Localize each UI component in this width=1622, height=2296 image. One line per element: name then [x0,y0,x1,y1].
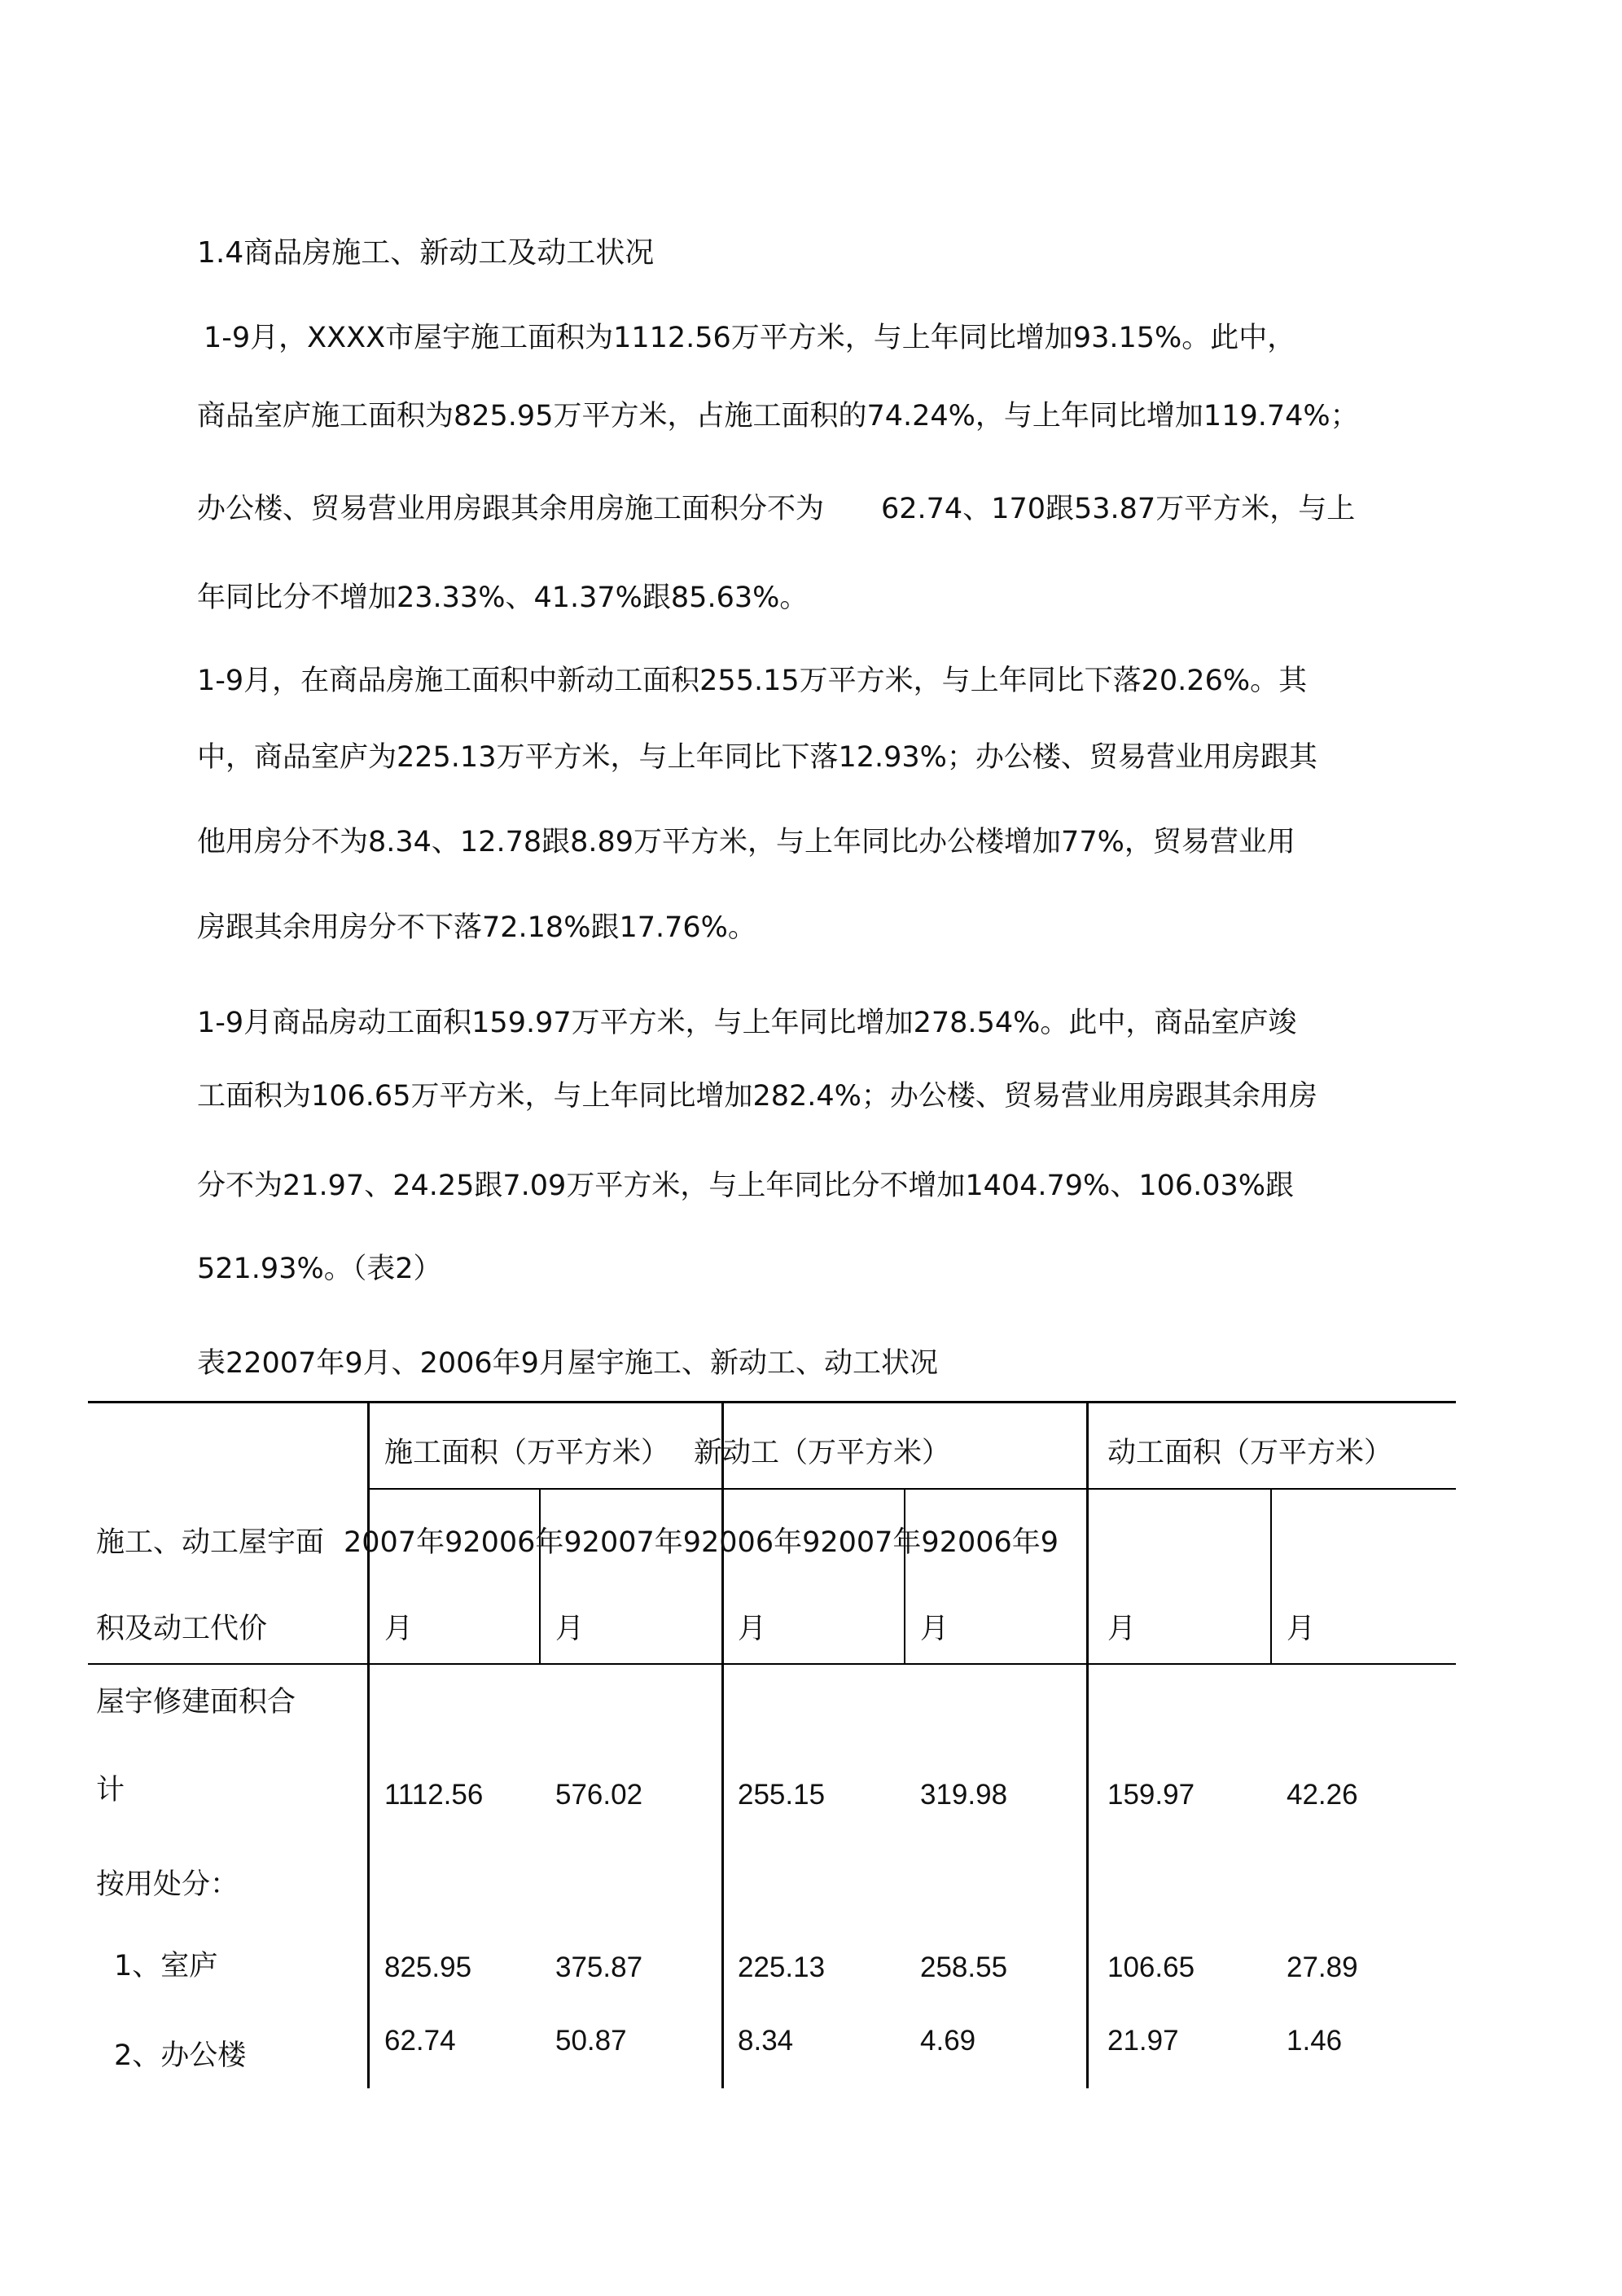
month-label: 月 [920,1613,949,1645]
table-cell: 258.55 [920,1951,1008,1983]
paragraph-1-line-2: 商品室庐施工面积为825.95万平方米，占施工面积的74.24%，与上年同比增加119.74%； [197,400,1359,432]
table-cell: 225.13 [738,1951,826,1983]
paragraph-3-line-1: 1-9月商品房动工面积159.97万平方米，与上年同比增加278.54%。此中，商品室庐竣 [197,1007,1297,1039]
table-cell: 319.98 [920,1779,1008,1811]
paragraph-3-line-3: 分不为21.97、24.25跟7.09万平方米，与上年同比分不增加1404.79%、106.03%跟 [197,1170,1295,1202]
table-cell: 42.26 [1287,1779,1358,1811]
month-label: 月 [384,1613,414,1645]
row-header-label-line-1: 施工、动工屋宇面 [96,1526,325,1559]
table-cell: 375.87 [555,1951,643,1983]
paragraph-2-line-3: 他用房分不为8.34、12.78跟8.89万平方米，与上年同比办公楼增加77%，贸易营业用 [197,826,1295,858]
paragraph-1-line-3: 办公楼、贸易营业用房跟其余用房施工面积分不为 62.74、170跟53.87万平方米，与上 [197,493,1356,525]
table-cell: 825.95 [384,1951,472,1983]
month-label: 月 [738,1613,767,1645]
table-cell: 50.87 [555,2025,627,2057]
table-cell: 576.02 [555,1779,643,1811]
paragraph-3-line-2: 工面积为106.65万平方米，与上年同比增加282.4%；办公楼、贸易营业用房跟其余用房 [197,1080,1317,1113]
table-cell: 27.89 [1287,1951,1358,1983]
table-header-bottom-rule [88,1663,1456,1665]
table-caption: 表22007年9月、2006年9月屋宇施工、新动工、动工状况 [197,1347,938,1380]
row-label: 屋宇修建面积合 [96,1686,296,1719]
section-heading: 1.4商品房施工、新动工及动工状况 [197,236,655,270]
table-subdivider-3 [1270,1489,1272,1664]
month-label: 月 [555,1613,585,1645]
row-header-label-line-2: 积及动工代价 [96,1613,268,1645]
table-cell: 159.97 [1107,1779,1195,1811]
paragraph-2-line-2: 中，商品室庐为225.13万平方米，与上年同比下落12.93%；办公楼、贸易营业用房跟其 [197,741,1317,774]
month-label: 月 [1107,1613,1137,1645]
table-cell: 21.97 [1107,2025,1179,2057]
table-cell: 1112.56 [384,1779,484,1811]
row-label: 2、办公楼 [114,2039,247,2072]
table-subdivider-1 [539,1489,541,1664]
table-cell: 62.74 [384,2025,456,2057]
table-cell: 255.15 [738,1779,826,1811]
month-label: 月 [1287,1613,1316,1645]
table-top-rule [88,1401,1456,1403]
paragraph-1-line-1: 1-9月，XXXX市屋宇施工面积为1112.56万平方米，与上年同比增加93.15%。此中， [204,322,1296,354]
table-cell: 4.69 [920,2025,976,2057]
paragraph-3-line-4: 521.93%。（表2） [197,1253,442,1285]
table-subdivider-2 [904,1489,905,1664]
table-divider-3 [1086,1401,1089,2088]
paragraph-1-line-4: 年同比分不增加23.33%、41.37%跟85.63%。 [197,582,809,614]
table-cell: 106.65 [1107,1951,1195,1983]
group-header-construction: 施工面积（万平方米） [384,1437,670,1469]
table-header-rule [368,1488,1456,1490]
row-label-continued: 计 [96,1774,125,1807]
group-header-completed: 动工面积（万平方米） [1107,1437,1393,1469]
table-divider-1 [367,1401,370,2088]
row-label: 1、室庐 [114,1950,218,1982]
table-cell: 1.46 [1287,2025,1343,2057]
paragraph-2-line-4: 房跟其余用房分不下落72.18%跟17.76%。 [197,911,756,944]
paragraph-2-line-1: 1-9月，在商品房施工面积中新动工面积255.15万平方米，与上年同比下落20.26%。其 [197,665,1308,697]
table-cell: 8.34 [738,2025,794,2057]
row-label: 按用处分： [96,1868,239,1901]
table-divider-2 [721,1401,724,2088]
year-header-strip: 2007年92006年92007年92006年92007年92006年9 [344,1526,1059,1559]
group-header-new-start: 新动工（万平方米） [694,1437,951,1469]
